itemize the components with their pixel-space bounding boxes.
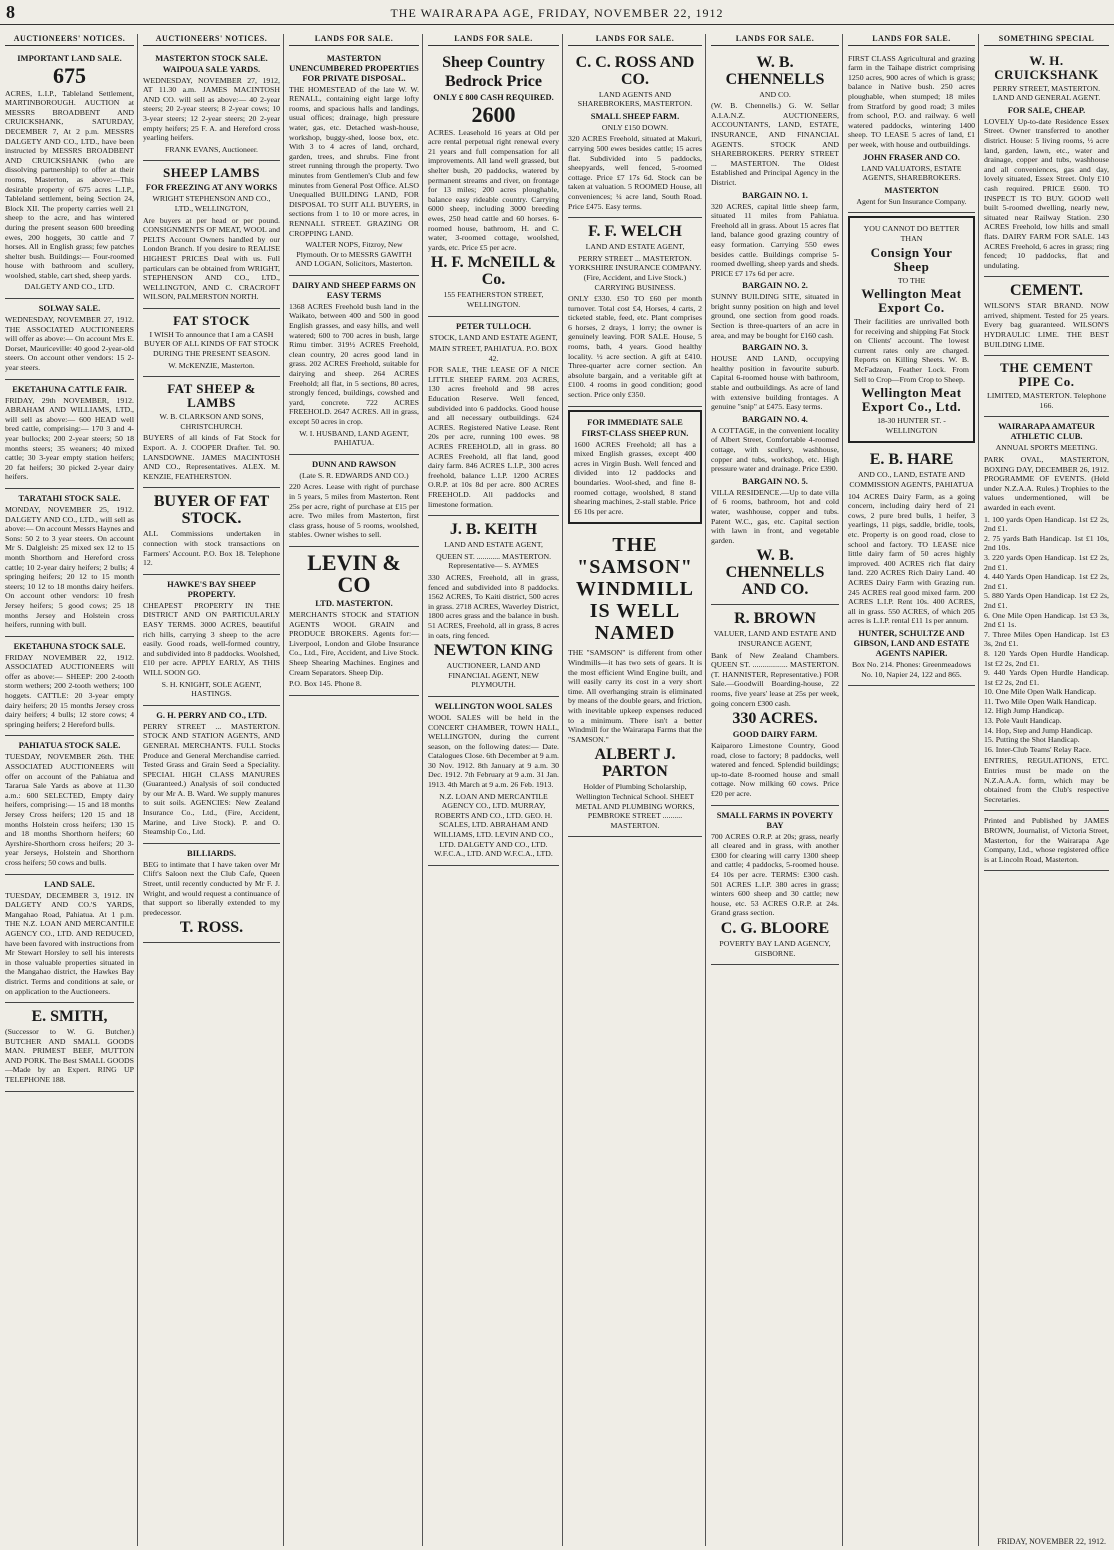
printer-imprint [984,811,1109,871]
advert-body: MERCHANTS STOCK and STATION AGENTS WOOL GRAIN and PRODUCE BROKERS. Agents for:— Liverpool, London and Globe Insurance Co., Ltd., Fire, Accident, and Live Stock. Sheep Shearing Machines. Engines and Cream Separators. Sheep Dip. [289,609,419,677]
advert-body: ALL Commissions undertaken in connection with stock transactions on Farmers' Account. P.O. Box 18. Telephone 12. [143,529,280,568]
advert-title: SOLWAY SALE. [38,303,101,314]
advert-firm-name: H. F. McNEILL & Co. [430,254,557,289]
advert-title: IMPORTANT LAND SALE. [17,52,122,63]
column-1 [2,34,138,1546]
bargain-body: SUNNY BUILDING SITE, situated in bright sunny position on high and level ground, one section from good roads. Section is three-quarters of an acre in area, and may be bought for £160 cash. [711,292,839,340]
advert-body: 700 ACRES O.R.P. at 20s; grass, nearly all cleared and in grass, with another £300 for clearing will carry 1300 sheep and cattle; 4 paddocks, 5-roomed house. £4 10s per acre. TERMS: £300 cash. 501 ACRES L.I.P. 380 acres in grass; winters 600 sheep and 30 cattle; new house, etc. 53 ACRES O.R.P. at 24s. Grand grass section. [711,831,839,918]
advert-body: ONLY £330. £50 TO £60 per month turnover. Total cost £4, Horses, 4 carts, 2 ticketed stable, feed, etc. Plant comprises 6 horses, 2 drays, 1 lorry; the owner is genuinely leaving. FOR SALE. House, 5 rooms, bath, 4 years. Good healthy locality. ½ acre section. A gift at £410. Three-quarter acre corner section. An absolute bargain, and a veritable gift at £100. 4 rooms in good condition; good section. Price only £350. [568,294,702,400]
advert-c-c-ross [568,49,702,219]
event-item: 5. 880 Yards Open Handicap. 1st £2 2s, 2nd £1. [984,591,1109,610]
event-item: 7. Three Miles Open Handicap. 1st £3 3s, 2nd £1. [984,629,1109,649]
event-item: 1. 100 yards Open Handicap. 1st £2 2s, 2nd £1. [984,514,1109,534]
advert-title: DUNN AND RAWSON [311,458,397,469]
advert-signature: FRANK EVANS, Auctioneer. [165,144,258,154]
advert-wellington-wool-sales [428,697,559,866]
advert-title: SHEEP LAMBS [163,165,260,181]
advert-firm-name: W. B. CHENNELLS [725,53,825,88]
advert-w-b-chennells [711,49,839,606]
column-5 [565,34,706,1546]
advert-firm-name: E. B. HARE [869,451,954,469]
advert-subtitle: AND CO., LAND, ESTATE AND COMMISSION AGENTS, PAHIATUA [849,470,974,490]
event-item: 2. 75 yards Bath Handicap. 1st £1 10s, 2nd 10s. [984,533,1109,553]
advert-levin-co [289,547,419,696]
advert-title: MASTERTON UNENCUMBERED PROPERTIES FOR PRIVATE DISPOSAL. [289,52,419,83]
advert-important-land-sale [5,49,134,299]
advert-signature-sub: AUCTIONEER, LAND AND FINANCIAL AGENT, NEW PLYMOUTH. [446,661,541,690]
advert-body: 1368 ACRES Freehold bush land in the Waikato, between 400 and 500 in good English grasses, and easy hills, and well watered; 600 to 700 acres in bush, large Rimu timber. 319½ ACRES Freehold, clean country, 20 acres good land in grass. 202 ACRES Freehold, suitable for dairying and sheep. 264 ACRES Freehold; all flat, in 5 sections, 80 acres, strongly fenced, buildings, cowshed and yard, concrete. 722 ACRES FREEHOLD. 2647 ACRES. All in grass, except 50 acres in crop. [289,301,419,426]
advert-title: TARATAHI STOCK SALE. [18,492,121,503]
advert-title: WAIRARAPA AMATEUR ATHLETIC CLUB. [998,421,1095,442]
bargain-body: HOUSE AND LAND, occupying healthy position in favourite suburb. Capital 6-roomed house with bathroom, stable and outbuildings. As acre of land with extensive building frontages. A genuine "snip" at £475. Easy terms. [711,354,839,412]
advert-title: LEVIN & CO [307,549,401,597]
advert-title: SMALL SHEEP FARM. [590,110,680,121]
advert-dunn-rawson [289,455,419,547]
advert-address: 155 FEATHERSTON STREET, WELLINGTON. [443,290,544,309]
advert-body: WEDNESDAY, NOVEMBER 27, 1912, AT 11.30 a.m. JAMES MACINTOSH AND CO. will sell as above:— 40 2-year steers; 20 2-year steers; 8 2-year cows; 10 3-year steers; 12 2-year steers; 20 2-year empty heifers; 25 F. A. and Hereford cross yearling heifers. [143,75,280,143]
advert-body: CHEAPEST PROPERTY IN THE DISTRICT AND ON PARTICULARLY EASY TERMS. 3000 ACRES, beautiful rich hills, carrying 3 sheep to the acre easily. Good roads, well-formed country, and subdivided into 8 paddocks. Woolshed, £10 per acre. APPLY EARLY, AS THIS WILL SOON GO. [143,600,280,677]
advert-fat-sheep-lambs [143,377,280,488]
advert-body: WILSON'S STAR BRAND. NOW arrived, shipment. Tested for 25 years. Every bag guaranteed. WILSON'S HYDRAULIC LIME. THE BEST BUILDING LIME. [984,301,1109,349]
advert-title: EKETAHUNA CATTLE FAIR. [12,383,127,394]
bargain-title: BARGAIN NO. 5. [742,475,808,486]
advert-title: 330 ACRES. [732,710,818,728]
advert-dairy-sheep-farms [289,276,419,455]
event-item: 16. Inter-Club Teams' Relay Race. [984,744,1092,754]
advert-firm-name: W. H. CRUICKSHANK [994,52,1099,82]
advert-signature: W. McKENZIE, Masterton. [168,360,255,370]
advert-body: FRIDAY, 29th NOVEMBER, 1912. ABRAHAM AND WILLIAMS, LTD., will sell as above:— 600 HEAD well bred cattle, comprising:— 170 3 and 4-year bullocks; 200 2-year steers; 50 18 months steers; 35 weaners; 40 mixed cattle; 30 3-year empty station heifers; 20 fat heifers; 30 picked 2-year dairy heifers. [5,395,134,482]
advert-body: Bank of New Zealand Chambers. QUEEN ST. .................. MASTERTON. (T. HANNISTER, Representative.) FOR Sale.—Goodwill Boarding-house, 22 rooms, five years' lease at 25s per week, going concern £300 cash. [711,650,839,708]
advert-firm-name: Wellington Meat Export Co. [861,286,962,316]
column-4 [425,34,563,1546]
page-number: 8 [6,2,15,22]
advert-title: FAT SHEEP & LAMBS [167,381,256,411]
advert-firm-name: F. F. WELCH [588,223,682,241]
event-item: 11. Two Mile Open Walk Handicap. [984,696,1097,706]
advert-subtitle: LAND AND ESTATE AGENT, [585,242,685,252]
advert-samson-windmill [568,527,702,837]
advert-subtitle: STOCK, LAND AND ESTATE AGENT, [429,332,558,342]
advert-peter-tulloch [428,317,559,517]
advert-title: BILLIARDS. [187,847,236,858]
advert-body: BEG to intimate that I have taken over Mr Clift's Saloon next the Club Cafe, Queen Street, until recently conducted by Mr F. J. Wright, and would request a continuance of that support so liberally extended to my predecessor. [143,859,280,917]
column-2 [140,34,284,1546]
advert-e-smith-butcher [5,1003,134,1092]
advert-f-f-welch [568,218,702,407]
advert-title: G. H. PERRY AND CO., LTD. [156,709,267,720]
newspaper-title: THE WAIRARAPA AGE, FRIDAY, NOVEMBER 22, 1912 [390,6,724,20]
advert-subtitle: VALUER, LAND AND ESTATE AND INSURANCE AGENT, [713,629,837,648]
event-item: 4. 440 Yards Open Handicap. 1st £2 2s, 2nd £1. [984,572,1109,591]
advert-signature: HUNTER, SCHULTZE AND GIBSON, LAND AND ESTATE AGENTS NAPIER. [853,627,970,658]
advert-firm-name: C. C. ROSS AND CO. [575,53,695,88]
advert-body: 330 ACRES, Freehold, all in grass, fenced and subdivided into 8 paddocks. 1562 ACRES, To Kaiti district, 500 acres in grass. 2718 ACRES, Waverley District, 1800 acres grass and the balance in bush. 51 ACRES, Freehold, all in grass, 8 acres in oats, ring fenced. [428,572,559,640]
advert-subtitle: ONLY £ 800 CASH REQUIRED. [433,91,554,102]
advert-connector: TO THE [897,275,926,285]
advert-subtitle: GOOD DAIRY FARM. [732,729,818,740]
bargain-body: A COTTAGE, in the convenient locality of Albert Street, Comfortable 4-roomed cottage, with scullery, washhouse, copper and tubs, workshop, etc. High pressure water and drainage. Price £390. [711,425,839,474]
advert-firm-name: E. SMITH, [31,1008,108,1026]
bargain-title: BARGAIN NO. 1. [742,189,808,200]
advert-note: Agent for Sun Insurance Company. [856,196,967,206]
advert-w-h-cruickshank [984,49,1109,278]
advert-signature: ALBERT J. PARTON [594,746,676,781]
advert-signature: N.Z. LOAN AND MERCANTILE AGENCY CO., LTD. MURRAY, ROBERTS AND CO., LTD. GEO. H. SCALES, LTD. ABRAHAM AND WILLIAMS, LTD. LEVIN AND CO., LTD. DALGETY AND CO., LTD. W.F.C.A., LTD. AND W.F.C.A., LTD. [433,791,554,859]
event-item: 9. 440 Yards Open Hurdle Handicap. 1st £2 2s, 2nd £1. [984,668,1109,687]
advert-body: I WISH To announce that I am a CASH BUYER OF ALL KINDS OF FAT STOCK DURING THE PRESENT SEASON. [144,329,279,359]
advert-body: THE HOMESTEAD of the late W. W. RENALL, containing eight large lofty rooms, and spacious halls and landings, usual offices; drainage, high pressure water, gas, etc. Detached wash-house, workshop, buggy-shed, loose box, etc. With 3 to 4 acres of land, orchard, garden, trees, and shrubs. Fine front street running through the property. Two minutes from Gentlemen's Club and few minutes from General Post Office. ALSO Unequalled BUILDING LAND, FOR DISPOSAL TO SUIT ALL BUYERS, in sections from 1 to 10 or more acres, in RENNALL STREET. GRAZING OR CROPPING LAND. [289,84,419,238]
advert-body: Their facilities are unrivalled both for receiving and shipping Fat Stock on Clients' account. The lowest current rates only are charged. Reports on Killing Sheets. W. B. McFadzean, Feather Lock. From Sell to Crop—From Crop to Sheep. [854,317,969,384]
advert-title-line-2: Bedrock Price [444,72,542,90]
advert-title: Consign Your Sheep [870,244,953,274]
advert-title: FAT STOCK [173,312,250,328]
advert-body: PERRY STREET ... MASTERTON. STOCK AND STATION AGENTS, AND GENERAL MERCHANTS. FULL Stocks Produce and General Merchandise carried. Tested Grass and Grain Seed a Speciality. SPECIAL HIGH CLASS MANURES (Guaranteed.) Analysis of soil conducted by our Mr A. B. Ward. We supply manures to suit soils. AGENCIES: New Zealand Insurance Co., Ltd., (Fire, Accident, Marine, and Live Stock). P. and O. Steamship Co., Ltd. [143,721,280,837]
advert-signature: DALGETY AND CO., LTD. [24,282,115,292]
advert-sheep-lambs [143,161,280,309]
advert-subtitle: LAND VALUATORS, ESTATE AGENTS, SHAREBROKERS. [861,163,962,183]
advert-billiards [143,844,280,944]
advert-eketahuna-cattle-fair [5,380,134,489]
column-header: LANDS FOR SALE. [568,34,702,46]
column-header: AUCTIONEERS' NOTICES. [143,34,280,46]
advert-footer-name: Wellington Meat Export Co., Ltd. [861,385,962,415]
event-item: 6. One Mile Open Handicap. 1st £3 3s, 2nd £1 1s. [984,610,1109,630]
advert-subtitle: LAND AGENTS AND SHAREBROKERS, MASTERTON. [577,89,693,109]
advert-subtitle: LTD. MASTERTON. [315,597,393,608]
advert-body: 1600 ACRES Freehold; all has a mixed English grasses, except 400 acres in Virgin Bush. Well fenced and divided into 12 paddocks and boundaries. Wool-shed, and fine 8-roomed cottage, woolshed, 8 stand shearing machines, 2-stall stable. Price £6 10s per acre. [574,439,696,516]
bargain-body: VILLA RESIDENCE.—Up to date villa of 6 rooms, bathroom, hot and cold water, washhouse, copper and tubs. Patent W.C., gas, etc. Capital section with lawn in front, and vegetable garden. [711,487,839,545]
advert-firm-name: WRIGHT STEPHENSON AND CO., LTD., WELLINGTON, [152,194,271,213]
advert-title: PAHIATUA STOCK SALE. [18,740,121,751]
advert-g-h-perry [143,706,280,844]
advert-for-immediate-sale [568,410,702,525]
advert-body: (W. B. Chennells.) G. W. Sellar A.I.A.N.Z. AUCTIONEERS, ACCOUNTANTS, LAND, ESTATE, INSURANCE, AND FINANCIAL AGENTS. STOCK AND SHAREBROKERS. PERRY STREET ... MASTERTON. The Oldest Established and Principal Agency in the District. [711,101,839,187]
advert-body: WOOL SALES will be held in the CONCERT CHAMBER, TOWN HALL, WELLINGTON, during the current season, on the following dates:— Date. Catalogues Close. 6th December at 9 a.m. 30 Nov. 1912. 8th January at 9 a.m. 30 Dec. 1912. 7th February at 9 a.m. 31 Jan. 1913. 4th March at 9 a.m. 26 Feb. 1913. [428,712,559,790]
advert-signature: W. B. CHENNELLS AND CO. [725,547,825,599]
advert-hawkes-bay-property [143,575,280,706]
bargain-body: 320 ACRES, capital little sheep farm, situated 11 miles from Pahiatua. Freehold all in grass. About 15 acres flat land, balance good grazing country of easy formation. Carrying 550 ewes besides cattle. Buildings comprise 5-roomed dwelling, sheep yards and sheds. PRICE £7 17s 6d per acre. [711,201,839,278]
advert-title: SMALL FARMS IN POVERTY BAY [716,809,834,830]
advert-body: PARK OVAL, MASTERTON, BOXING DAY, DECEMBER 26, 1912. PROGRAMME OF EVENTS. (Held under N.Z.A.A. Rules.) Trophies to the values undermentioned, will be awarded in each event. [984,455,1109,512]
advert-pretitle: YOU CANNOT DO BETTER THAN [863,224,960,243]
event-item: 3. 220 yards Open Handicap. 1st £2 2s, 2nd £1. [984,552,1109,572]
advert-john-fraser [848,49,975,214]
advert-body: MONDAY, NOVEMBER 25, 1912. DALGETY AND CO., LTD., will sell as above:— On account Messrs Haynes and Sons: 50 2 to 3 year steers. On account Mr S. Dalgleish: 25 mixed sex 12 to 15 month Shorthorn and Hereford cross cattle; 10 2-year dairy heifers; 2 bulls; 4 springing heifers; 20 12 to 15 month steers; 10 12 to 18 months dairy heifers. On account other vendors: 10 fresh Jersey heifers; 5 good cows; 25 18 months Jersey and Holstein cross heifers, running with bull. [5,504,134,630]
advert-subtitle: FOR FREEZING AT ANY WORKS [145,182,278,193]
masthead [0,0,1114,25]
advert-address: Box No. 214. Phones: Greenmeadows No. 10, Napier 24, 122 and 865. [851,659,972,679]
advert-address: Holder of Plumbing Scholarship, Wellington Technical School. SHEET METAL AND PLUMBING WORKS, PEMBROKE STREET .......... MASTERTON. [575,782,695,830]
advert-buyer-of-fat-stock [143,488,280,574]
advert-title: MASTERTON STOCK SALE. [155,52,268,63]
event-item: 10. One Mile Open Walk Handicap. [984,687,1097,697]
advert-sheep-country [428,49,559,317]
advert-signature: WALTER NOPS, Fitzroy, New Plymouth. Or to MESSRS GAWITH AND LOGAN, Solicitors, Masterton. [295,240,413,269]
advert-title: HAWKE'S BAY SHEEP PROPERTY. [167,578,256,599]
advert-body: FRIDAY NOVEMBER 22, 1912. ASSOCIATED AUCTIONEERS will offer as above:— SHEEP: 200 2-tooth storm wethers; 200 2-tooth wethers; 100 hoggets. CATTLE: 20 3-year empty dairy heifers; 20 15 months Jersey cross dairy heifers; 4 bulls; 12 store cows; 4 springing heifers; 2 Hereford bulls. [5,652,134,729]
advert-firm-name: THE CEMENT PIPE Co. [1000,360,1093,390]
advert-footer: ENTRIES, REGULATIONS, ETC. Entries must be made on the N.Z.A.A.A. form, which may be obtained from the Club's respective Secretaries. [984,756,1109,804]
imprint-text: Printed and Published by JAMES BROWN, Journalist, of Victoria Street, Masterton, for the Wairarapa Age Company, Ltd., whose registered office is at Lincoln Road, Masterton. [984,816,1109,864]
advert-address: 18-30 HUNTER ST. - WELLINGTON [877,416,946,435]
advert-title: THE "SAMSON" WINDMILL IS WELL NAMED [575,534,694,645]
bargain-title: BARGAIN NO. 4. [742,413,808,424]
advert-small-farms-poverty-bay [711,806,839,966]
advert-e-b-hare [848,446,975,686]
column-header: LANDS FOR SALE. [289,34,419,46]
advert-title: BUYER OF FAT STOCK. [153,493,270,528]
advert-body: FOR SALE, THE LEASE OF A NICE LITTLE SHEEP FARM. 203 ACRES, 130 acres freehold and 98 acres Education Reserve. Well fenced, subdivided into 6 paddocks. Good house and all necessary outbuildings. 624 ACRES. Registered Native Lease. Rent 20s per acre, running 100 ewes. 98 ACRES FREEHOLD, all in grass. 80 ACRES Freehold, all flat land, good dairy farm. 846 ACRES L.I.P., 300 acres freehold, balance L.I.P. 1200 ACRES O.R.P. at 10s 8d per acre. 800 ACRES FREEHOLD. All paddocks and limestone formation. [428,365,559,509]
bargain-title: BARGAIN NO. 2. [742,280,808,291]
advert-firm-name: W. B. CLARKSON AND SONS, CHRISTCHURCH. [159,412,264,431]
advert-address: MASTERTON [884,184,939,195]
advert-signature: T. ROSS. [179,919,244,937]
event-item: 15. Putting the Shot Handicap. [984,735,1080,745]
advert-masterton-properties [289,49,419,276]
advert-athletic-club-sports [984,417,1109,811]
advert-address: PERRY STREET, MASTERTON. LAND AND GENERAL AGENT. [992,83,1101,103]
advert-subtitle: AND CO. [759,89,791,99]
advert-firm-name: C. G. BLOORE [720,920,830,937]
advert-body: LOVELY Up-to-date Residence Essex Street. Owner transferred to another district. House: 5 living rooms, ½ acre land, garden, lawn, etc., water and drainage, copper and tubs, washhouse and all conveniences, gas and day, lovely situated, Essex Street. Only £10 cash required. PRICE £600. TO INSPECT IS TO BUY. GOOD well built 5-roomed dwelling, nearly new, situated near Railway Station. 230 ACRES Freehold, low hills and small flats. DAIRY FARM FOR SALE. 143 ACRES Freehold, 6 acres in grass; ring fenced; 10 paddocks, flat and undulating. [984,116,1109,270]
advert-subtitle: FIRST-CLASS SHEEP RUN. [581,427,689,438]
advert-signature: W. I. HUSBAND, LAND AGENT, PAHIATUA. [299,428,409,448]
advert-wellington-meat-export [848,216,975,443]
advert-eketahuna-stock-sale [5,637,134,737]
advert-masterton-stock-sale [143,49,280,162]
advert-subtitle: POVERTY BAY LAND AGENCY, GISBORNE. [719,939,831,958]
advert-firm-name: J. B. KEITH [449,521,538,539]
advert-body: 220 Acres. Lease with right of purchase in 5 years, 5 miles from Masterton. Rent 25s per acre, right of purchase at £15 per acre. Two miles from Masterton, first class grass, house of 5 rooms, woolshed, stables. Owner wishes to sell. [289,482,419,540]
advert-title: LAND SALE. [44,878,95,889]
advert-fat-stock [143,309,280,377]
advert-title: EKETAHUNA STOCK SALE. [13,640,126,651]
advert-address: MAIN STREET, PAHIATUA. P.O. BOX 42. [429,344,558,363]
event-list [984,515,1109,755]
column-header: AUCTIONEERS' NOTICES. [5,34,134,46]
event-item: 13. Pole Vault Handicap. [984,716,1062,726]
acreage-number: 2600 [471,101,516,127]
acreage-number: 675 [53,62,86,88]
page-footer-date: FRIDAY, NOVEMBER 22, 1912. [997,1537,1106,1546]
advert-r-brown [711,605,839,805]
advert-subtitle: LAND AND ESTATE AGENT, [444,540,543,550]
bargain-title: BARGAIN NO. 3. [742,342,808,353]
column-6 [708,34,843,1546]
advert-address: PERRY STREET ... MASTERTON. YORKSHIRE INSURANCE COMPANY. (Fire, Accident, and Live Stock.) CARRYING BUSINESS. [568,253,702,292]
advert-cement [984,277,1109,356]
column-3 [286,34,423,1546]
advert-body: BUYERS of all kinds of Fat Stock for Export. A. J. COOPER Drafter. Tel. 90. LANSDOWNE. JAMES MACINTOSH AND CO., Representatives. ALEX. M. KENZIE, FEATHERSTON. [143,433,280,481]
event-item: 12. High Jump Handicap. [984,706,1064,716]
advert-title: WELLINGTON WOOL SALES [434,700,553,711]
advert-land-sale [5,875,134,1004]
advert-cement-pipe-co [984,356,1109,417]
event-item: 8. 120 Yards Open Hurdle Handicap. 1st £2 2s, 2nd £1. [984,648,1109,668]
advert-body: ACRES, L.I.P., Tableland Settlement, MARTINBOROUGH. AUCTION at MESSRS BROADBENT AND CRUICKSHANK, SATURDAY, DECEMBER 7, At 2 p.m. MESSRS DALGETY AND CO., LTD., have been instructed by MESSRS BROADBENT AND CRUICKSHANK (who are dissolving partnership) to offer at their rooms, Masterton, as above:—This desirable property of 675 acres L.I.P., Tableland settlement, being Section 24, Block XII. The property carries well 21 sheep to the acre, and has wintered during the present season 600 breeding ewes, 200 hoggets, 30 cattle and 7 horses. All in English grass; few patches shelter bush. Buildings:— Four-roomed house with bathroom and scullery, woolshed, stable, cart shed, sheep yards. [5,88,134,280]
advert-body: TUESDAY, NOVEMBER 26th. THE ASSOCIATED AUCTIONEERS will offer on account of the Pahiatua and Tararua Sale Yards as above at 11.30 a.m.: 600 SELECTED, Empty dairy heifers, comprising:— 15 and 18 months Jersey Cross heifers; 120 15 and 18 months Holstein cross heifers; 130 15 and 18 months Shorthorn heifers; 60 Ayrshire-Shorthorn cross heifers; 20 3-year Jerseys, Holstein and Shorthorn cross heifers; 50 cows and bulls. [5,752,134,867]
advert-subtitle: (Late S. R. EDWARDS AND CO.) [299,470,409,480]
advert-firm-name: JOHN FRASER AND CO. [863,151,960,162]
advert-body: ACRES. Leasehold 16 years at Old per acre rental perpetual right renewal every 21 years and full compensation for all improvements. All land well grassed, but shelter bush, 20 paddocks, watered by permanent streams and river, on frontage for 13 miles; 200 acres ploughable, balance easy rideable country. Carrying 6000 sheep, including 3000 breeding ewes, 250 head cattle and 60 horses. 6-roomed house, bathroom, H. and C. water, 3-roomed cottage, woolshed, yards, etc. Price £5 per acre. [428,127,559,252]
advert-address: QUEEN ST. ............ MASTERTON. Representative— S. AYMES [435,551,552,571]
column-8 [981,34,1112,1546]
advert-body: Are buyers at per head or per pound. CONSIGNMENTS OF MEAT, WOOL and PELTS Account Owners handled by our London Branch. If you desire to REALISE HIGHEST PRICES Deal with us. Full particulars can be obtained from WRIGHT, STEPHENSON AND CO., LTD., WELLINGTON, AND C. CRACROFT WILSON, PALMERSTON NORTH. [143,215,280,302]
advert-title: CEMENT. [1009,282,1084,300]
column-7 [845,34,979,1546]
advert-signature: S. H. KNIGHT, SOLE AGENT, HASTINGS. [161,679,262,699]
column-header: LANDS FOR SALE. [848,34,975,46]
advert-title: FOR IMMEDIATE SALE [587,416,683,427]
advert-body: THE "SAMSON" is different from other Windmills—it has two sets of gears. It is the most efficient Wind Engine built, and will easily carry its cost in a very short time. All overhanging strain is eliminated by means of the double gears, and friction, with inevitable upkeep expenses reduced to a minimum. There isn't a better Windmill for the Wairarapa Farms that the "SAMSON." [568,648,702,744]
advert-signature: NEWTON KING [433,642,554,660]
advert-solway-sale [5,299,134,380]
event-item: 14. Hop, Step and Jump Handicap. [984,725,1093,735]
advert-subtitle: ANNUAL SPORTS MEETING. [995,443,1098,453]
advert-title: Sheep Country [442,53,545,71]
column-header: LANDS FOR SALE. [428,34,559,46]
advert-body: WEDNESDAY, NOVEMBER 27, 1912. THE ASSOCIATED AUCTIONEERS will offer as above:— On account Mrs E. Dorset, Mauriceville: 40 good 2-year-old steers. On account other vendors: 15 2-year steers. [5,315,134,373]
column-header: LANDS FOR SALE. [711,34,839,46]
advert-subtitle: WAIPOUA SALE YARDS. [162,63,261,74]
column-header: SOMETHING SPECIAL [984,34,1109,46]
advert-body: Kaiparoro Limestone Country, Good road, close to factory; 8 paddocks, well watered and fenced. Splendid buildings; up-to-date 8-roomed house and small cottage. Now milking 60 cows. Price £20 per acre. [711,741,839,799]
advert-firm-name: PETER TULLOCH. [456,320,531,331]
advert-title: FOR SALE, CHEAP. [1007,104,1086,115]
advert-j-b-keith [428,516,559,697]
advert-body: 104 ACRES Dairy Farm, as a going concern, including dairy herd of 21 cows, 2 pure bred bulls, 1 heifer, 3 yearlings, 11 pigs, saddle, bridle, tools, etc. Property is on good road, close to school and factory. TO LEASE nice little dairy farm of 50 acres highly improved. 400 ACRES rich flat dairy land. 220 ACRES Rich Dairy Land. 40 ACRES Dairy Farm with Grazing run. 245 ACRES real good mixed farm. 200 ACRES L.I.P. Rent 10s. 400 ACRES, all in grass. 550 ACRES, of which 205 acres is L.I.P. rental £11 1s per annum. [848,491,975,626]
advert-contact: P.O. Box 145. Phone 8. [289,679,362,689]
advert-price: ONLY £150 DOWN. [601,122,669,132]
advert-body: (Successor to W. G. Butcher.) BUTCHER AND SMALL GOODS MAN. PRIMEST BEEF, MUTTON AND PORK. The Best SMALL GOODS—Made by an Expert. RING UP TELEPHONE 188. [5,1027,134,1085]
advert-body: FIRST CLASS Agricultural and grazing farm in the Taihape district comprising 1250 acres, 900 acres of which is grass; balance in Native bush. 250 acres ploughable, when stumped; 18 miles from Stratford by good road; 3 miles from school, P.O. and railway. 6 well watered paddocks, wintering 1400 sheep. TO LEASE 5 acres of land, £1 per week, with house and outbuildings. [848,53,975,149]
advert-taratahi-stock-sale [5,489,134,637]
advert-body: 320 ACRES Freehold, situated at Makuri, carrying 500 ewes besides cattle; 15 acres flat. Subdivided into 5 paddocks, sheepyards, well fenced, 5-roomed cottage. Price £7 17s 6d. Stock can be taken at valuation. 5 ROOMED House, all conveniences; ¼ acre land, South Road. Price £475. Easy terms. [568,134,702,211]
advert-title: DAIRY AND SHEEP FARMS ON EASY TERMS [292,279,416,300]
advert-pahiatua-stock-sale [5,736,134,874]
advert-address: LIMITED, MASTERTON. Telephone 166. [986,391,1107,410]
advert-body: TUESDAY, DECEMBER 3, 1912. IN DALGETY AND CO.'S YARDS, Mangahao Road, Pahiatua. At 1 p.m. THE N.Z. LOAN AND MERCANTILE AGENCY CO., LTD. AND REDUCED, have been favored with instructions from Mr Stewart Horsley to sell his interests in those valuable properties situated in the Mangahao district, the Hawkes Bay district. Terms and conditions at sale, or on application to the Auctioneers. [5,890,134,996]
advert-firm-name: R. BROWN [734,610,816,628]
